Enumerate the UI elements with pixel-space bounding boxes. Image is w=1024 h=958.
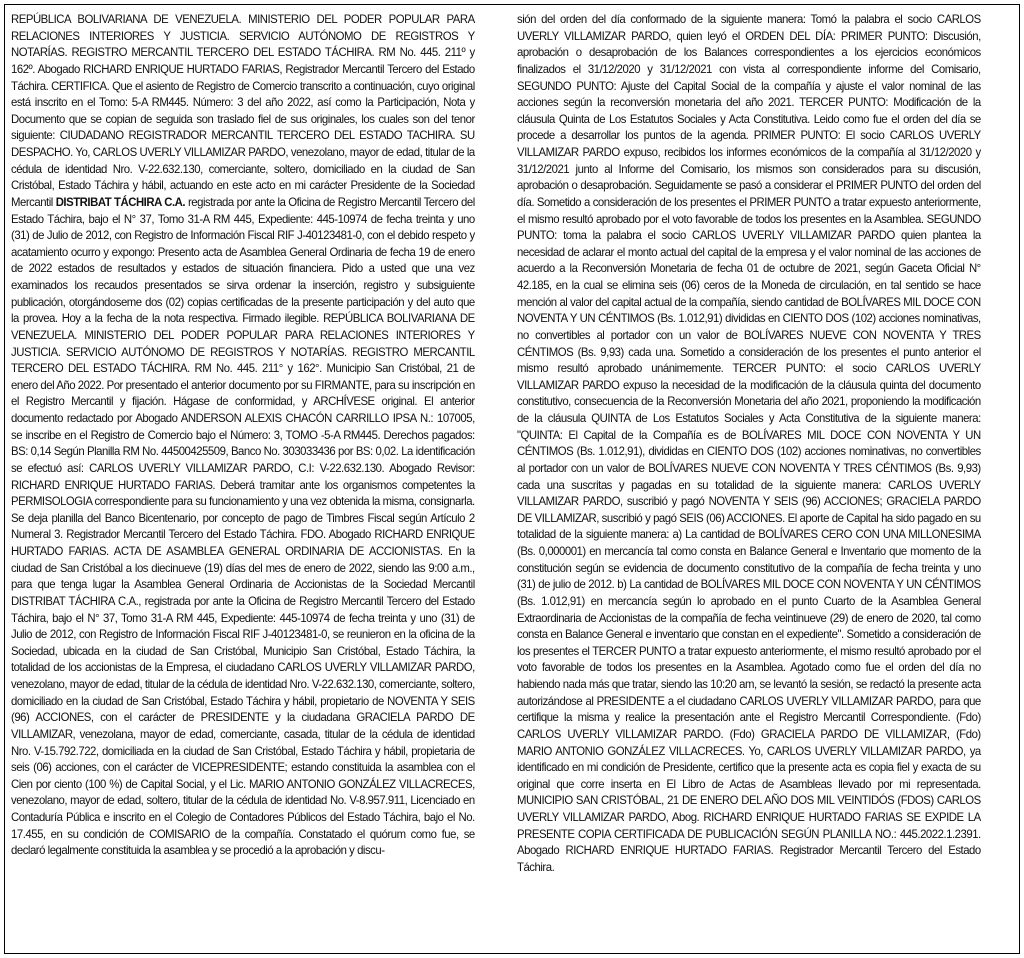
company-name: DISTRIBAT TÁCHIRA C.A. [55,194,186,209]
notice-text-part-1: REPÚBLICA BOLIVARIANA DE VENEZUELA. MINISTERIO DEL PODER POPULAR PARA RELACIONES INTERIORES Y JUSTICIA. SERVICIO AUTÓNOMO DE REGISTROS Y NOTARÍAS. REGISTRO MERCANTIL TERCERO DEL ESTADO TÁCHIRA. RM No. 445. 211º y 162º. Abogado RICHARD ENRIQUE HURTADO FARIAS, Registrador Mercantil Tercero del Estado Táchira. CERTIFICA. Que el asiento de Registro de Comercio transcrito a continuación, cuyo original está inscrito en el Tomo: 5-A RM445. Número: 3 del año 2022, así como la Participación, Nota y Documento que se copian de seguida son traslado fiel de sus originales, los cuales son del tenor siguiente: CIUDADANO REGISTRADOR MERCANTIL TERCERO DEL ESTADO TACHIRA. SU DESPACHO. Yo, CARLOS UVERLY VILLAMIZAR PARDO, venezolano, mayor de edad, titular de la cédula de identidad Nro. V-22.632.130, comerciante, soltero, domiciliado en la ciudad de San Cristóbal, Estado Táchira y hábil, actuando en este acto en mi carácter Presidente de la Sociedad Mercantil [11,12,475,209]
notice-text-part-2: registrada por ante la Oficina de Registro Mercantil Tercero del Estado Táchira, bajo el N° 37, Tomo 31-A RM 445, Expediente: 445-10974 de fecha treinta y uno (31) de Julio de 2012, con Registro de Información Fiscal RIF J-40123481-0, con el debido respeto y acatamiento ocurro y expongo: Presento acta de Asamblea General Ordinaria de fecha 19 de enero de 2022 estados de resultados y estados de situación financiera. Pido a usted que una vez examinados los recaudos presentados se sirva ordenar la inserción, registro y subsiguiente publicación, otorgándoseme dos (02) copias certificadas de la presente participación y del auto que la provea. Hoy a la fecha de la nota respectiva. Firmado ilegible. REPÚBLICA BOLIVARIANA DE VENEZUELA. MINISTERIO DEL PODER POPULAR PARA RELACIONES INTERIORES Y JUSTICIA. SERVICIO AUTÓNOMO DE REGISTROS Y NOTARÍAS. REGISTRO MERCANTIL TERCERO DEL ESTADO TÁCHIRA. RM No. 445. 211° y 162°. Municipio San Cristóbal, 21 de enero del Año 2022. Por presentado el anterior documento por su FIRMANTE, para su inscripción en el Registro Mercantil y fijación. Hágase de conformidad, y ARCHÍVESE original. El anterior documento redactado por Abogado ANDERSON ALEXIS CHACÓN CARRILLO IPSA N.: 107005, se inscribe en el Registro de Comercio bajo el Número: 3, TOMO -5-A RM445. Derechos pagados: BS: 0,14 Según Planilla RM No. 44500425509, Banco No. 303033436 por BS: 0,02. La identificación se efectuó así: CARLOS UVERLY VILLAMIZAR PARDO, C.I: V-22.632.130. Abogado Revisor: RICHARD ENRIQUE HURTADO FARIAS. Deberá tramitar ante los organismos competentes la PERMISOLOGIA correspondiente para su funcionamiento y una vez obtenida la misma, consignarla. Se deja planilla del Banco Bicentenario, por concepto de pago de Timbres Fiscal según Artículo 2 Numeral 3. Registrador Mercantil Tercero del Estado Táchira. FDO. Abogado RICHARD ENRIQUE HURTADO FARIAS. ACTA DE ASAMBLEA GENERAL ORDINARIA DE ACCIONISTAS. En la ciudad de San Cristóbal a los diecinueve (19) días del mes de enero de 2022, siendo las 9:00 a.m., para que tenga lugar la Asamblea General Ordinaria de Accionistas de la Sociedad Mercantil DISTRIBAT TÁCHIRA C.A., registrada por ante la Oficina de Registro Mercantil Tercero del Estado Táchira, bajo el N° 37, Tomo 31-A RM 445, Expediente: 445-10974 de fecha treinta y uno (31) de Julio de 2012, con Registro de Información Fiscal RIF J-40123481-0, se reunieron en la oficina de la Sociedad, ubicada en la ciudad de San Cristóbal, Municipio San Cristóbal, Estado Táchira, la totalidad de los accionistas de la Empresa, el ciudadano CARLOS UVERLY VILLAMIZAR PARDO, venezolano, mayor de edad, titular de la cédula de identidad Nro. V-22.632.130, comerciante, soltero, domiciliado en la ciudad de San Cristóbal, Estado Táchira y hábil, propietario de NOVENTA Y SEIS (96) ACCIONES, con el carácter de PRESIDENTE y la ciudadana GRACIELA PARDO DE VILLAMIZAR, venezolana, mayor de edad, comerciante, casada, titular de la cédula de identidad Nro. V-15.792.722, domiciliada en la ciudad de San Cristóbal, Estado Táchira y hábil, propietaria de seis (06) acciones, con el carácter de VICEPRESIDENTE; estando constituida la asamblea con el Cien por ciento (100 %) de Capital Social, y el Lic. MARIO ANTONIO GONZÁLEZ VILLACRECES, venezolano, mayor de edad, soltero, titular de la cédula de identidad No. V-8.957.911, Licenciado en Contaduría Pública e inscrito en el Colegio de Contadores Públicos del Estado Táchira, bajo el No. 17.455, en su condición de COMISARIO de la compañía. Constatado el quórum como fue, se declaró legalmente constituida la asamblea y se procedió a la aprobación y discu- [11,194,475,858]
legal-notice [4,4,1020,954]
notice-column-right [517,11,981,949]
notice-text-right: sión del orden del día conformado de la siguiente manera: Tomó la palabra el socio CARLOS UVERLY VILLAMIZAR PARDO, quien leyó el ORDEN DEL DÍA: PRIMER PUNTO: Discusión, aprobación o desaprobación de los Balances correspondientes a los ejercicios económicos finalizados el 31/12/2020 y 31/12/2021 con vista al correspondiente informe del Comisario, SEGUNDO PUNTO: Ajuste del Capital Social de la compañía y ajuste el valor nominal de las acciones según la reconversión monetaria del año 2021. TERCER PUNTO: Modificación de la cláusula Quinta de Los Estatutos Sociales y Acta Constitutiva. Leido como fue el orden del día se procede a desarrollar los puntos de la agenda. PRIMER PUNTO: El socio CARLOS UVERLY VILLAMIZAR PARDO expuso, recibidos los informes económicos de la compañía al 31/12/2020 y 31/12/2021 junto al Informe del Comisario, los mismos son considerados para su discusión, aprobación o desaprobación. Seguidamente se pasó a considerar el PRIMER PUNTO del orden del día. Sometido a consideración de los presentes el PRIMER PUNTO a tratar expuesto anteriormente, el mismo resultó aprobado por el voto favorable de todos los presentes en la Asamblea. SEGUNDO PUNTO: toma la palabra el socio CARLOS UVERLY VILLAMIZAR PARDO quien plantea la necesidad de aclarar el monto actual del capital de la empresa y el valor nominal de las acciones de acuerdo a la Reconversión Monetaria de fecha 01 de octubre de 2021, según Gaceta Oficial N° 42.185, en la cual se elimina seis (06) ceros de la Moneda de circulación, en tal sentido se hace mención al valor del capital actual de la compañía, siendo cantidad de BOLÍVARES MIL DOCE CON NOVENTA Y UN CÉNTIMOS (Bs. 1.012,91) divididas en CIENTO DOS (102) acciones nominativas, no convertibles al portador con un valor de BOLÍVARES NUEVE CON NOVENTA Y TRES CÉNTIMOS (Bs. 9,93) cada una. Sometido a consideración de los presentes el punto anterior el mismo resultó aprobado unánimemente. TERCER PUNTO: el socio CARLOS UVERLY VILLAMIZAR PARDO expuso la necesidad de la modificación de la cláusula quinta del documento constitutivo, consecuencia de la Reconversión Monetaria del año 2021, proponiendo la modificación de la cláusula QUINTA de Los Estatutos Sociales y Acta Constitutiva de la siguiente manera: "QUINTA: El Capital de la Compañía es de BOLÍVARES MIL DOCE CON NOVENTA Y UN CÉNTIMOS (Bs. 1.012,91), divididas en CIENTO DOS (102) acciones nominativas, no convertibles al portador con un valor de BOLÍVARES NUEVE CON NOVENTA Y TRES CÉNTIMOS (Bs. 9,93) cada una suscritas y pagadas en su totalidad de la siguiente manera: CARLOS UVERLY VILLAMIZAR PARDO, suscribió y pagó NOVENTA Y SEIS (96) ACCIONES; GRACIELA PARDO DE VILLAMIZAR, suscribió y pagó SEIS (06) ACCIONES. El aporte de Capital ha sido pagado en su totalidad de la siguiente manera: a) La cantidad de BOLÍVARES CERO CON UNA MILLONESIMA (Bs. 0,000001) en mercancía tal como consta en Balance General e Inventario que momento de la constitución según se evidencia de documento constitutivo de la compañía de fecha treinta y uno (31) de julio de 2012. b) La cantidad de BOLÍVARES MIL DOCE CON NOVENTA Y UN CÉNTIMOS (Bs. 1.012,91) en mercancía según lo aprobado en el punto Cuarto de la Asamblea General Extraordinaria de Accionistas de la compañía de fecha veintinueve (29) de enero de 2020, tal como consta en Balance General e inventario que constan en el expediente". Sometido a consideración de los presentes el TERCER PUNTO a tratar expuesto anteriormente, el mismo resultó aprobado por el voto favorable de todos los presentes en la Asamblea. Agotado como fue el orden del día no habiendo nada más que tratar, siendo las 10:20 am, se levantó la sesión, se redactó la presente acta autorizándose al PRESIDENTE a el ciudadano CARLOS UVERLY VILLAMIZAR PARDO, para que certifique la misma y realice la presentación ante el Registro Mercantil Correspondiente. (Fdo) CARLOS UVERLY VILLAMIZAR PARDO. (Fdo) GRACIELA PARDO DE VILLAMIZAR, (Fdo) MARIO ANTONIO GONZÁLEZ VILLACRECES. Yo, CARLOS UVERLY VILLAMIZAR PARDO, ya identificado en mi condición de Presidente, certifico que la presente acta es copia fiel y exacta de su original que corre inserta en El Libro de Actas de Asambleas llevado por mi representada. MUNICIPIO SAN CRISTÓBAL, 21 DE ENERO DEL AÑO DOS MIL VEINTIDÓS (FDOS) CARLOS UVERLY VILLAMIZAR PARDO, Abog. RICHARD ENRIQUE HURTADO FARIAS SE EXPIDE LA PRESENTE COPIA CERTIFICADA DE PUBLICACIÓN SEGÚN PLANILLA NO.: 445.2022.1.2391. Abogado RICHARD ENRIQUE HURTADO FARIAS. Registrador Mercantil Tercero del Estado Táchira. [517,12,981,874]
notice-column-left [11,11,475,949]
notice-text-left [11,11,475,859]
